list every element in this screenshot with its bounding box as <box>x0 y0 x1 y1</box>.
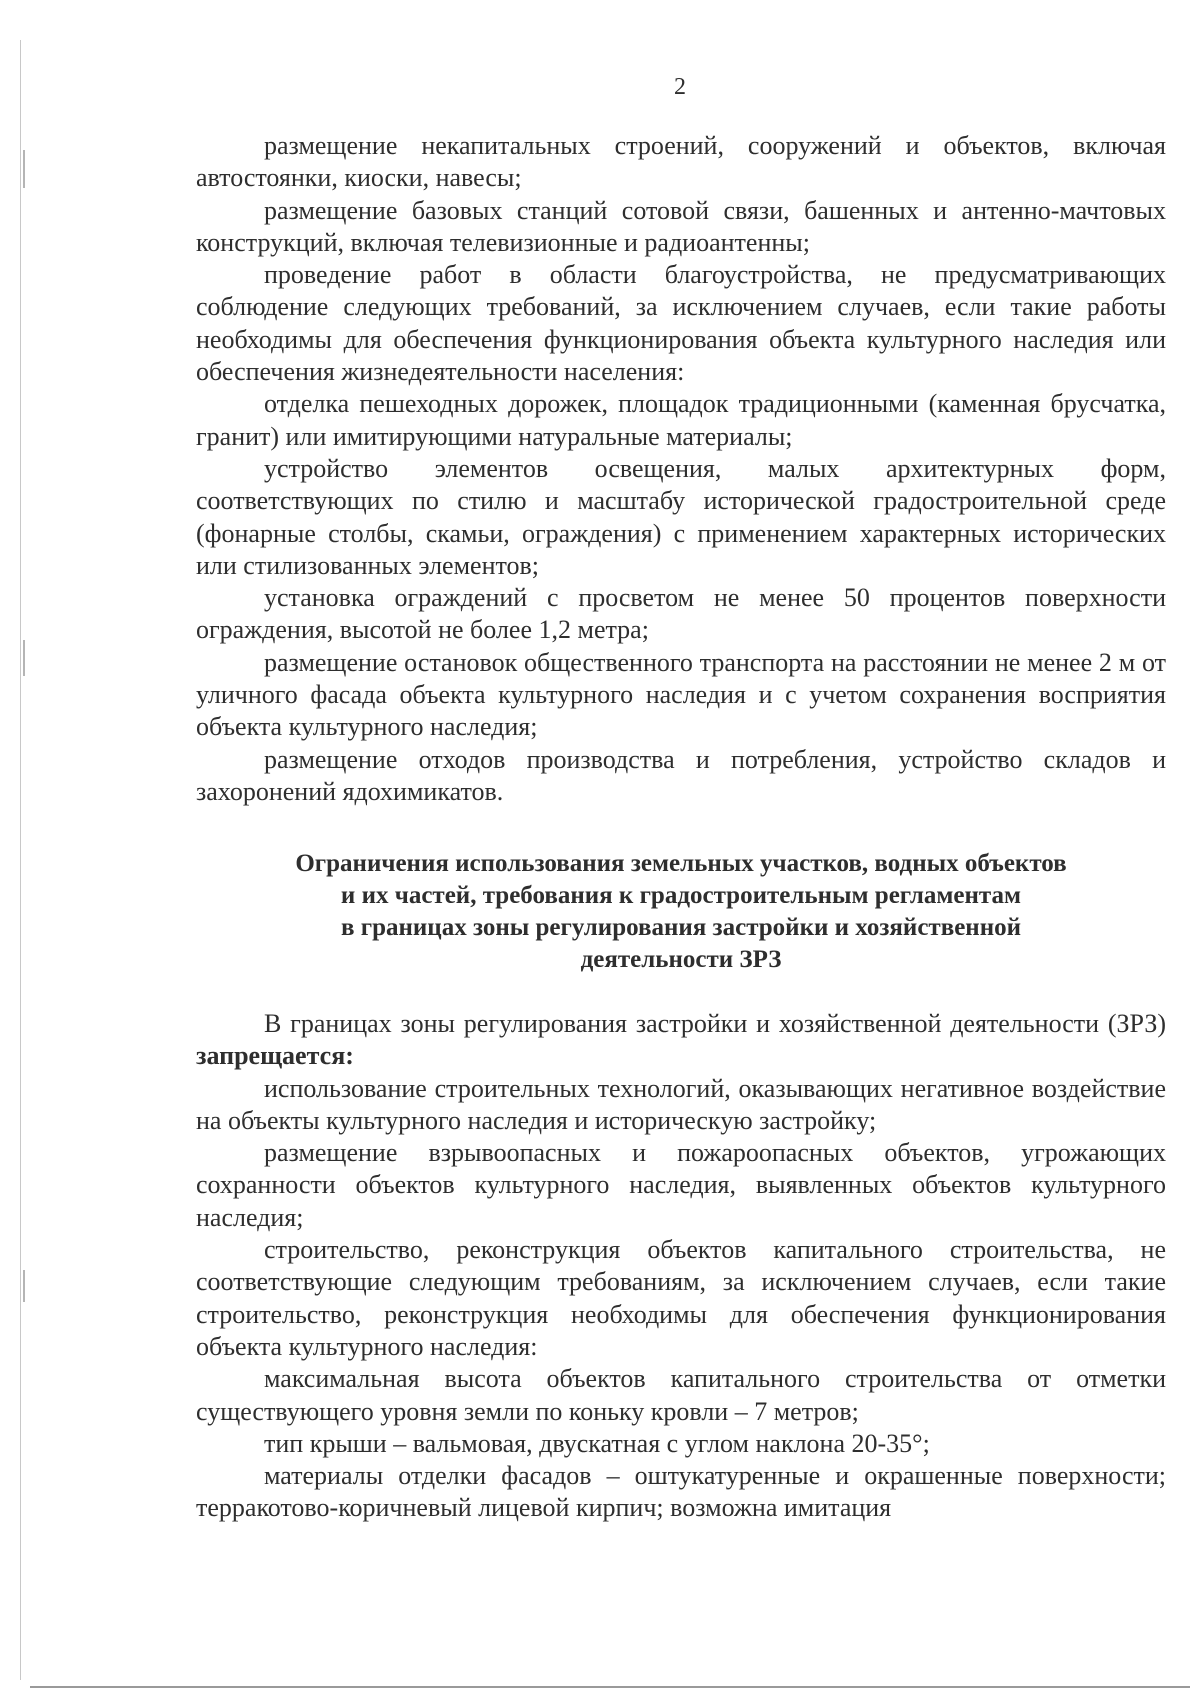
intro-paragraph <box>196 1008 1166 1073</box>
paragraph: использование строительных технологий, оказывающих негативное воздействие на объекты культурного наследия и историческую застройку; <box>196 1073 1166 1135</box>
page-number: 2 <box>674 74 686 100</box>
scan-mark <box>23 1270 25 1302</box>
paragraph: размещение некапитальных строений, сооружений и объектов, включая автостоянки, киоски, навесы; <box>196 131 1166 193</box>
heading-line: Ограничения использования земельных участков, водных объектов <box>295 850 1067 877</box>
paragraph: отделка пешеходных дорожек, площадок традиционными (каменная брусчатка, гранит) или имитирующими натуральные материалы; <box>196 389 1166 451</box>
paragraph: материалы отделки фасадов – оштукатуренные и окрашенные поверхности; терракотово-коричневый лицевой кирпич; возможна имитация <box>196 1461 1166 1523</box>
paragraph: строительство, реконструкция объектов капитального строительства, не соответствующие следующим требованиям, за исключением случаев, если такие строительство, реконструкция необходимы для обеспечения функционирования объекта культурного наследия: <box>196 1235 1166 1361</box>
scan-mark <box>23 640 25 676</box>
paragraph: размещение отходов производства и потребления, устройство складов и захоронений ядохимикатов. <box>196 744 1166 806</box>
paragraph: тип крыши – вальмовая, двускатная с углом наклона 20-35°; <box>264 1428 930 1458</box>
intro-bold: запрещается: <box>196 1041 354 1071</box>
section-heading <box>196 848 1166 976</box>
scan-left-edge <box>20 40 21 1680</box>
heading-line: деятельности ЗРЗ <box>580 946 782 973</box>
heading-line: в границах зоны регулирования застройки и хозяйственной <box>340 914 1022 941</box>
paragraph: размещение базовых станций сотовой связи, башенных и антенно-мачтовых конструкций, включая телевизионные и радиоантенны; <box>196 195 1166 257</box>
paragraph: устройство элементов освещения, малых архитектурных форм, соответствующих по стилю и масштабу исторической градостроительной среде (фонарные столбы, скамьи, ограждения) с применением характерных исторических или стилизованных элементов; <box>196 453 1166 580</box>
paragraph: размещение остановок общественного транспорта на расстоянии не менее 2 м от уличного фасада объекта культурного наследия и с учетом сохранения восприятия объекта культурного наследия; <box>196 647 1166 742</box>
paragraph: максимальная высота объектов капитального строительства от отметки существующего уровня земли по коньку кровли – 7 метров; <box>196 1364 1166 1426</box>
paragraph: проведение работ в области благоустройства, не предусматривающих соблюдение следующих требований, за исключением случаев, если такие работы необходимы для обеспечения функционирования объекта культурного наследия или обеспечения жизнедеятельности населения: <box>196 260 1166 387</box>
top-text-block <box>196 130 1166 808</box>
scan-bottom-edge <box>30 1686 1190 1688</box>
scan-mark <box>23 150 25 188</box>
paragraph: размещение взрывоопасных и пожароопасных объектов, угрожающих сохранности объектов культурного наследия, выявленных объектов культурного наследия; <box>196 1138 1166 1232</box>
intro-text: В границах зоны регулирования застройки и хозяйственной деятельности (ЗРЗ) <box>264 1009 1166 1038</box>
paragraph: установка ограждений с просветом не менее 50 процентов поверхности ограждения, высотой не более 1,2 метра; <box>196 583 1166 645</box>
bottom-text-block <box>196 1008 1166 1525</box>
heading-line: и их частей, требования к градостроительным регламентам <box>340 882 1022 909</box>
